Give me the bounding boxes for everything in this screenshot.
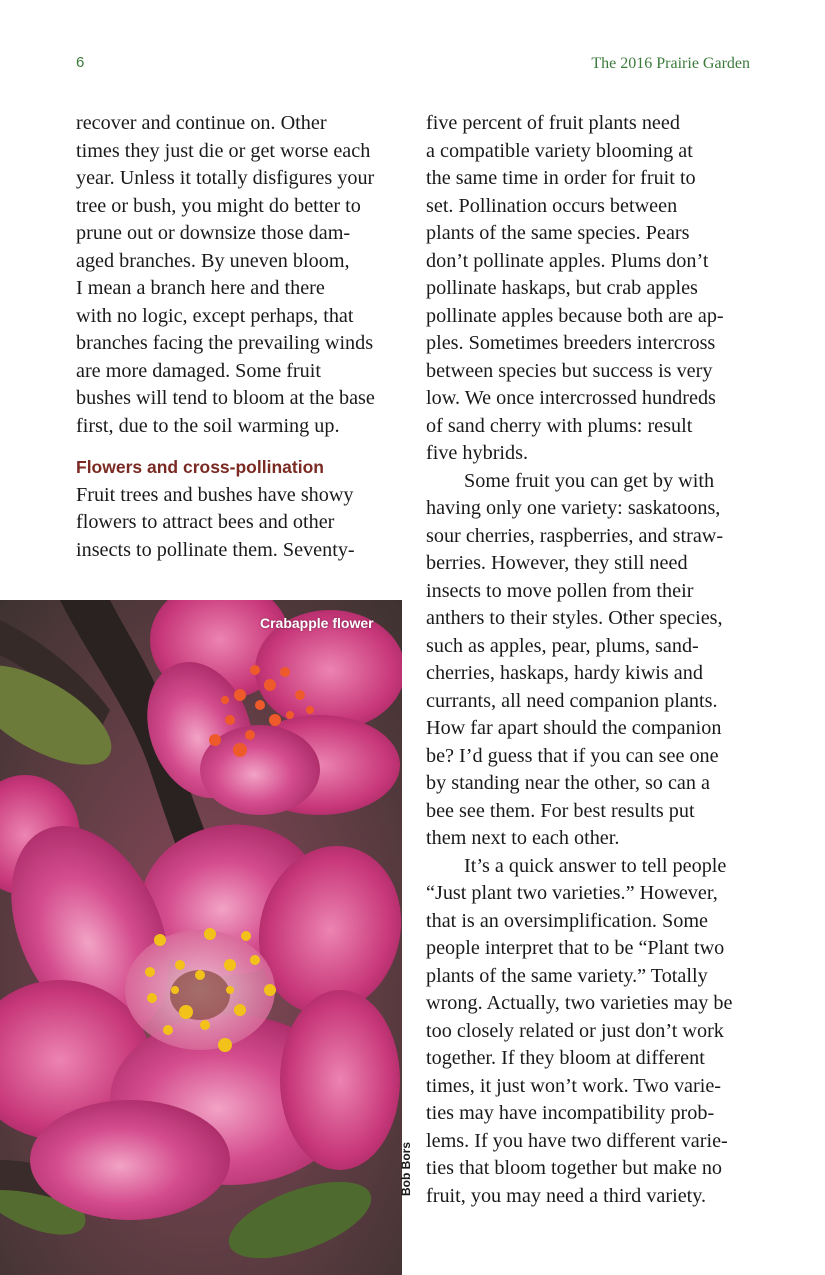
text-line: having only one variety: saskatoons, [426,497,721,519]
text-line: I mean a branch here and there [76,277,325,299]
text-line: cherries, haskaps, hardy kiwis and [426,662,703,684]
text-line: prune out or downsize those dam- [76,222,351,244]
text-line: year. Unless it totally disfigures your [76,167,375,189]
text-line: set. Pollination occurs between [426,194,678,217]
text-line: first, due to the soil warming up. [76,414,340,437]
running-head: The 2016 Prairie Garden [591,55,750,72]
text-line: them next to each other. [426,827,620,849]
left-column [76,110,375,564]
text-line: pollinate apples because both are ap- [426,304,724,327]
text-line: berries. However, they still need [426,552,688,574]
body-paragraph [76,482,375,565]
text-line: pollinate haskaps, but crab apples [426,277,698,299]
text-line: by standing near the other, so can a [426,772,710,794]
body-paragraph [426,110,732,468]
text-line: plants of the same species. Pears [426,222,690,244]
text-line: such as apples, pear, plums, sand- [426,634,699,657]
crabapple-flower-photo [0,600,402,1275]
text-line: currants, all need companion plants. [426,689,718,712]
text-line: that is an oversimplification. Some [426,909,709,932]
text-line: branches facing the prevailing winds [76,332,374,354]
text-line: Fruit trees and bushes have showy [76,483,354,506]
text-line: Some fruit you can get by with [464,469,715,492]
text-line: tree or bush, you might do better to [76,194,361,217]
text-line: are more damaged. Some fruit [76,359,321,382]
text-line: recover and continue on. Other [76,112,327,134]
text-line: plants of the same variety.” Totally [426,964,708,987]
page-number: 6 [76,54,85,71]
text-line: be? I’d guess that if you can see one [426,744,719,767]
text-line: together. If they bloom at different [426,1047,705,1069]
text-line: insects to move pollen from their [426,579,694,602]
photo-credit: Bob Bors [399,1142,413,1196]
photo-caption: Crabapple flower [260,615,374,631]
text-line: aged branches. By uneven bloom, [76,249,350,272]
text-line: with no logic, except perhaps, that [76,304,354,327]
text-line: “Just plant two varieties.” However, [426,882,718,904]
text-line: ples. Sometimes breeders intercross [426,332,716,354]
text-line: It’s a quick answer to tell people [464,854,727,877]
text-line: anthers to their styles. Other species, [426,607,723,629]
text-line: don’t pollinate apples. Plums don’t [426,249,709,272]
text-line: a compatible variety blooming at [426,139,693,162]
body-paragraph [426,853,732,1211]
text-line: fruit, you may need a third variety. [426,1184,707,1207]
text-line: the same time in order for fruit to [426,167,696,189]
right-column [426,110,732,1210]
text-line: bushes will tend to bloom at the base [76,387,375,409]
text-line: people interpret that to be “Plant two [426,937,725,959]
text-line: between species but success is very [426,359,713,382]
text-line: lems. If you have two different varie- [426,1129,728,1152]
text-line: times, it just won’t work. Two varie- [426,1074,722,1097]
body-paragraph [76,110,375,440]
text-line: insects to pollinate them. Seventy- [76,538,355,561]
text-line: too closely related or just don’t work [426,1019,724,1042]
text-line: five hybrids. [426,442,529,464]
text-line: bee see them. For best results put [426,799,695,822]
text-line: of sand cherry with plums: result [426,414,693,437]
body-paragraph [426,468,732,853]
text-line: low. We once intercrossed hundreds [426,387,716,409]
text-line: times they just die or get worse each [76,139,371,162]
text-line: sour cherries, raspberries, and straw- [426,524,724,547]
text-line: ties may have incompatibility prob- [426,1102,715,1124]
text-line: flowers to attract bees and other [76,511,335,533]
text-line: five percent of fruit plants need [426,112,680,134]
section-heading: Flowers and cross-pollination [76,457,324,477]
text-line: wrong. Actually, two varieties may be [426,992,733,1014]
text-line: How far apart should the companion [426,717,722,739]
text-line: ties that bloom together but make no [426,1157,723,1179]
